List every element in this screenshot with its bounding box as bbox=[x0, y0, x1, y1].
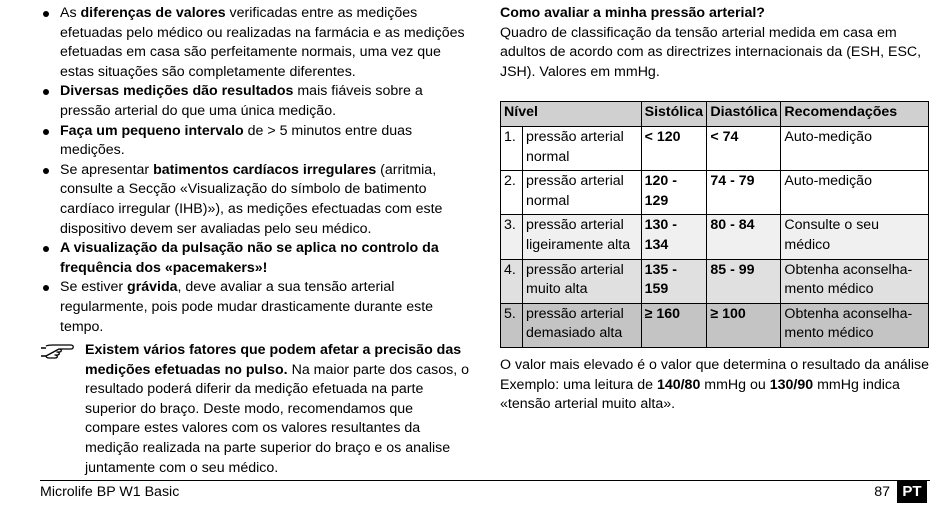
row-recommendation: Auto-medição bbox=[781, 126, 929, 170]
left-column bbox=[40, 4, 472, 478]
row-level: pressão arterial normal bbox=[523, 126, 642, 170]
row-systolic: 120 - 129 bbox=[641, 171, 707, 215]
row-diastolic: < 74 bbox=[707, 126, 781, 170]
row-systolic: ≥ 160 bbox=[641, 303, 707, 347]
row-systolic: 135 - 159 bbox=[641, 259, 707, 303]
row-diastolic: 74 - 79 bbox=[707, 171, 781, 215]
section-title: Como avaliar a minha pressão arterial? bbox=[500, 5, 765, 21]
section-intro: Quadro de classificação da tensão arterial medida em casa em adultos de acordo com as directrizes internacionais da (ESH, ESC, JSH). Valores em mmHg. bbox=[500, 24, 922, 80]
row-systolic: 130 - 134 bbox=[641, 215, 707, 259]
row-systolic: < 120 bbox=[641, 126, 707, 170]
page-number: 87 bbox=[874, 484, 890, 500]
bullet-highlight: Faça um pequeno intervalo bbox=[60, 122, 244, 139]
bullet-highlight: Diversas medições dão resultados bbox=[60, 83, 294, 100]
after-table-text bbox=[500, 356, 930, 415]
row-level: pressão arterial muito alta bbox=[523, 259, 642, 303]
row-level: pressão arterial demasiado alta bbox=[523, 303, 642, 347]
list-item: Se apresentar batimentos cardíacos irregulares (arritmia, consulte a Secção «Visualização do símbolo de batimento cardíaco irregular (IHB)»), as medições efectuadas com este dispositivo devem ser avaliadas pelo seu médico. bbox=[40, 161, 472, 239]
bullet-highlight: batimentos cardíacos irregulares bbox=[153, 161, 377, 178]
list-item bbox=[40, 239, 472, 278]
row-diastolic: ≥ 100 bbox=[707, 303, 781, 347]
header-level: Nível bbox=[501, 102, 642, 127]
row-index: 2. bbox=[501, 171, 523, 215]
row-recommendation: Auto-medição bbox=[781, 171, 929, 215]
row-index: 1. bbox=[501, 126, 523, 170]
header-systolic: Sistólica bbox=[641, 102, 707, 127]
result-rule: O valor mais elevado é o valor que determina o resultado da análise bbox=[500, 356, 930, 373]
header-diastolic: Diastólica bbox=[707, 102, 781, 127]
row-index: 3. bbox=[501, 215, 523, 259]
example-value-1: 140/80 bbox=[656, 376, 701, 393]
note-highlight: Existem vários fatores que podem afetar a precisão das medições efetuadas no pulso. bbox=[85, 342, 462, 378]
classification-table bbox=[500, 101, 929, 348]
footer-model: Microlife BP W1 Basic bbox=[40, 484, 180, 500]
note-text: Na maior parte dos casos, o resultado poderá diferir da medição efetuada na parte superior do braço. Deste modo, recomendamos que compare estes valores com os valores resultantes da medição realizada na parte superior do braço e os analise juntamente com o seu médico. bbox=[85, 361, 469, 476]
row-index: 5. bbox=[501, 303, 523, 347]
language-badge: PT bbox=[897, 481, 927, 503]
bullet-highlight: A visualização da pulsação não se aplica no controlo da frequência dos «pacemakers»! bbox=[60, 240, 439, 276]
table-row bbox=[501, 303, 929, 347]
footer-divider bbox=[40, 480, 930, 481]
row-recommendation: Obtenha aconselha-mento médico bbox=[781, 259, 929, 303]
row-level: pressão arterial normal bbox=[523, 171, 642, 215]
list-item: As diferenças de valores verificadas entre as medições efetuadas pelo médico ou realizadas na farmácia e as medições efetuadas em casa são perfeitamente normais, uma vez que estas situações são completamente diferentes. bbox=[40, 4, 472, 82]
row-recommendation: Obtenha aconselha-mento médico bbox=[781, 303, 929, 347]
bullet-highlight: diferenças de valores bbox=[80, 5, 226, 21]
table-row bbox=[501, 259, 929, 303]
note-paragraph bbox=[40, 341, 472, 478]
pointing-hand-icon bbox=[40, 342, 76, 362]
table-row bbox=[501, 215, 929, 259]
example-value-2: 130/90 bbox=[769, 376, 814, 393]
row-diastolic: 85 - 99 bbox=[707, 259, 781, 303]
row-recommendation: Consulte o seu médico bbox=[781, 215, 929, 259]
list-item: Faça um pequeno intervalo de > 5 minutos entre duas medições. bbox=[40, 122, 472, 161]
row-index: 4. bbox=[501, 259, 523, 303]
table-row bbox=[501, 171, 929, 215]
tips-list bbox=[40, 4, 472, 337]
table-header-row bbox=[501, 102, 929, 127]
header-recommendation: Recomendações bbox=[781, 102, 929, 127]
list-item: Se estiver grávida, deve avaliar a sua tensão arterial regularmente, pois pode mudar drasticamente durante este tempo. bbox=[40, 278, 472, 337]
right-column bbox=[500, 4, 930, 415]
list-item: Diversas medições dão resultados mais fiáveis sobre a pressão arterial do que uma única medição. bbox=[40, 82, 472, 121]
bullet-highlight: grávida bbox=[127, 279, 178, 296]
row-diastolic: 80 - 84 bbox=[707, 215, 781, 259]
table-row bbox=[501, 126, 929, 170]
example-text: Exemplo: uma leitura de 140/80 mmHg ou 130/90 mmHg indica «tensão arterial muito alta». bbox=[500, 376, 900, 413]
row-level: pressão arterial ligeiramente alta bbox=[523, 215, 642, 259]
